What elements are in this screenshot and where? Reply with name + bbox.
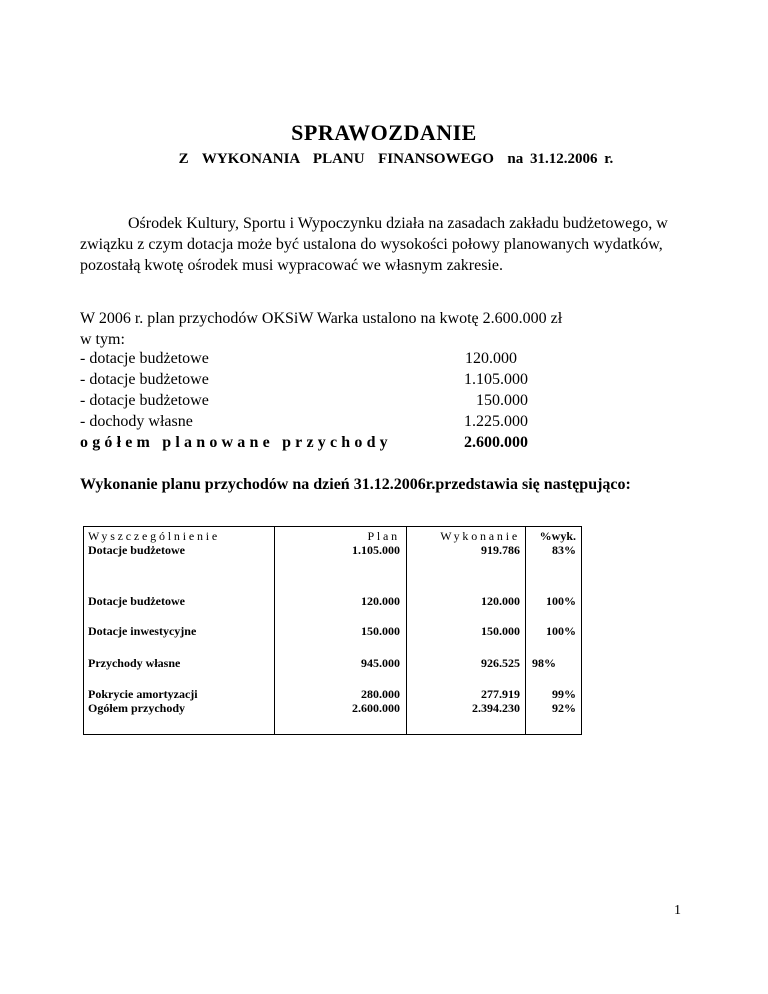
budget-total-value: 2.600.000 (464, 434, 528, 451)
intro-paragraph-text: Ośrodek Kultury, Sportu i Wypoczynku działa na zasadach zakładu budżetowego, w związku z czym dotacja może być ustalona do wysokości połowy planowanych wydatków, pozostałą kwotę ośrodek musi wypracować we własnym zakresie. (80, 215, 668, 274)
table-cell-plan: 120.000 (361, 594, 400, 608)
budget-total-label: ogółem planowane przychody (80, 434, 392, 451)
document-subtitle: Z WYKONANIA PLANU FINANSOWEGO na 31.12.2006 r. (178, 151, 614, 167)
budget-item-value: 1.225.000 (464, 413, 528, 430)
budget-item-label: - dotacje budżetowe (80, 371, 209, 388)
header-plan: Plan (367, 529, 400, 543)
table-cell-execution: 2.394.230 (472, 701, 520, 715)
table-cell-plan: 2.600.000 (352, 701, 400, 715)
table-cell-percent: 99% (552, 687, 576, 701)
table-cell-description: Dotacje budżetowe (88, 594, 185, 608)
table-cell-execution: 150.000 (481, 624, 520, 638)
table-cell-description: Dotacje inwestycyjne (88, 624, 197, 638)
table-cell-plan: 150.000 (361, 624, 400, 638)
document-title: SPRAWOZDANIE (291, 120, 477, 145)
table-cell-percent: 100% (546, 624, 576, 638)
table-cell-execution: 277.919 (481, 687, 520, 701)
plan-intro (80, 308, 562, 350)
header-execution: Wykonanie (440, 529, 520, 543)
table-cell-percent: 92% (552, 701, 576, 715)
table-cell-percent: 83% (552, 543, 576, 557)
section-heading: Wykonanie planu przychodów na dzień 31.12.2006r.przedstawia się następująco: (80, 476, 631, 493)
budget-item-label: - dotacje budżetowe (80, 392, 209, 409)
budget-item-value: 150.000 (476, 392, 528, 409)
table-cell-description: Dotacje budżetowe (88, 543, 185, 557)
plan-intro-line1: W 2006 r. plan przychodów OKSiW Warka ustalono na kwotę 2.600.000 zł (80, 310, 563, 327)
budget-item-label: - dotacje budżetowe (80, 350, 209, 367)
plan-intro-line2: w tym: (80, 331, 125, 348)
page-number: 1 (674, 903, 681, 918)
table-cell-plan: 280.000 (361, 687, 400, 701)
table-cell-plan: 1.105.000 (352, 543, 400, 557)
intro-paragraph (80, 213, 680, 276)
table-cell-percent: 98% (532, 656, 556, 670)
table-cell-execution: 120.000 (481, 594, 520, 608)
header-percent: %wyk. (539, 529, 576, 543)
budget-item-value: 1.105.000 (464, 371, 528, 388)
table-cell-plan: 945.000 (361, 656, 400, 670)
execution-table (83, 526, 582, 735)
table-cell-description: Przychody własne (88, 656, 181, 670)
table-cell-description: Ogółem przychody (88, 701, 185, 715)
table-cell-description: Pokrycie amortyzacji (88, 687, 198, 701)
budget-item-label: - dochody własne (80, 413, 193, 430)
table-cell-execution: 919.786 (481, 543, 520, 557)
budget-item-value: 120.000 (465, 350, 517, 367)
header-description: Wyszczególnienie (88, 529, 221, 543)
table-cell-percent: 100% (546, 594, 576, 608)
table-cell-execution: 926.525 (481, 656, 520, 670)
